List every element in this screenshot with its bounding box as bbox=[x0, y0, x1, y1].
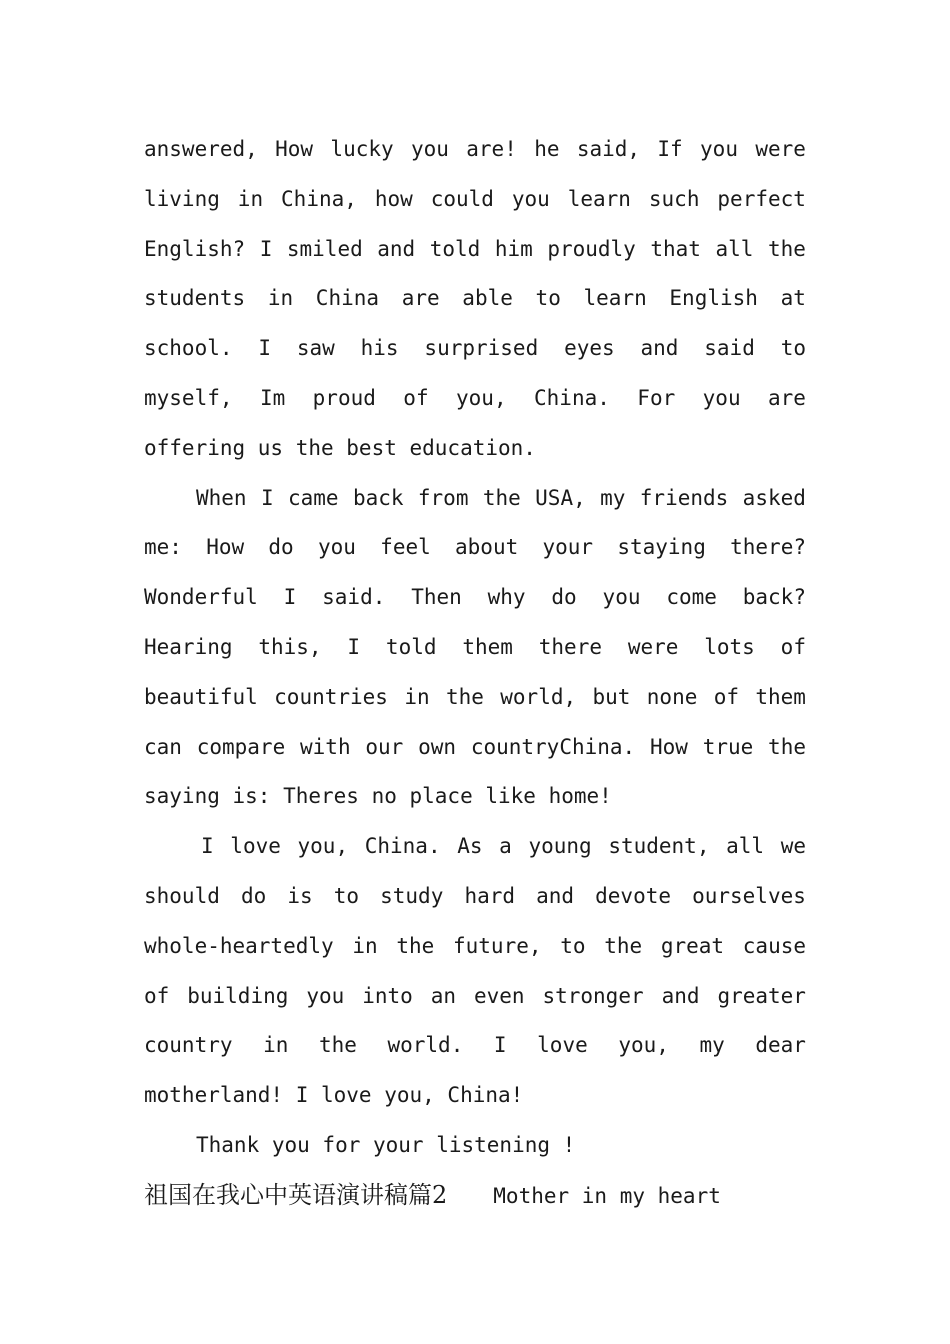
paragraph-1 bbox=[144, 125, 806, 474]
closing-line: Thank you for your listening ! bbox=[196, 1132, 576, 1157]
paragraph-line: can compare with our own countryChina. How true the bbox=[144, 734, 806, 759]
paragraph-line: saying is: Theres no place like home! bbox=[144, 784, 612, 809]
paragraph-line: students in China are able to learn English at bbox=[144, 286, 806, 311]
paragraph-line: English? I smiled and told him proudly that all the bbox=[144, 236, 806, 261]
paragraph-2 bbox=[144, 474, 806, 823]
paragraph-line: When I came back from the USA, my friends asked bbox=[196, 485, 806, 510]
document-body bbox=[144, 125, 806, 1221]
paragraph-line: school. I saw his surprised eyes and said to bbox=[144, 336, 806, 361]
paragraph-3 bbox=[144, 822, 806, 1121]
paragraph-line: offering us the best education. bbox=[144, 435, 536, 460]
paragraph-line: of building you into an even stronger and greater bbox=[144, 983, 806, 1008]
paragraph-line: country in the world. I love you, my dear bbox=[144, 1033, 806, 1058]
paragraph-line: should do is to study hard and devote ourselves bbox=[144, 883, 806, 908]
paragraph-line: living in China, how could you learn such perfect bbox=[144, 186, 806, 211]
paragraph-line: whole-heartedly in the future, to the great cause bbox=[144, 933, 806, 958]
section-heading-chinese: 祖国在我心中英语演讲稿篇2 bbox=[144, 1180, 448, 1209]
paragraph-line: beautiful countries in the world, but none of them bbox=[144, 684, 806, 709]
paragraph-line: Wonderful I said. Then why do you come back? bbox=[144, 585, 806, 610]
paragraph-line: me: How do you feel about your staying there? bbox=[144, 535, 806, 560]
paragraph-line: answered, How lucky you are! he said, If you were bbox=[144, 137, 806, 161]
section-heading bbox=[144, 1171, 806, 1221]
paragraph-line: myself, Im proud of you, China. For you are bbox=[144, 385, 806, 410]
paragraph-line: I love you, China. As a young student, all we bbox=[201, 834, 806, 859]
section-heading-english: Mother in my heart bbox=[493, 1183, 721, 1208]
paragraph-line: Hearing this, I told them there were lots of bbox=[144, 634, 806, 659]
paragraph-line: motherland! I love you, China! bbox=[144, 1083, 524, 1108]
